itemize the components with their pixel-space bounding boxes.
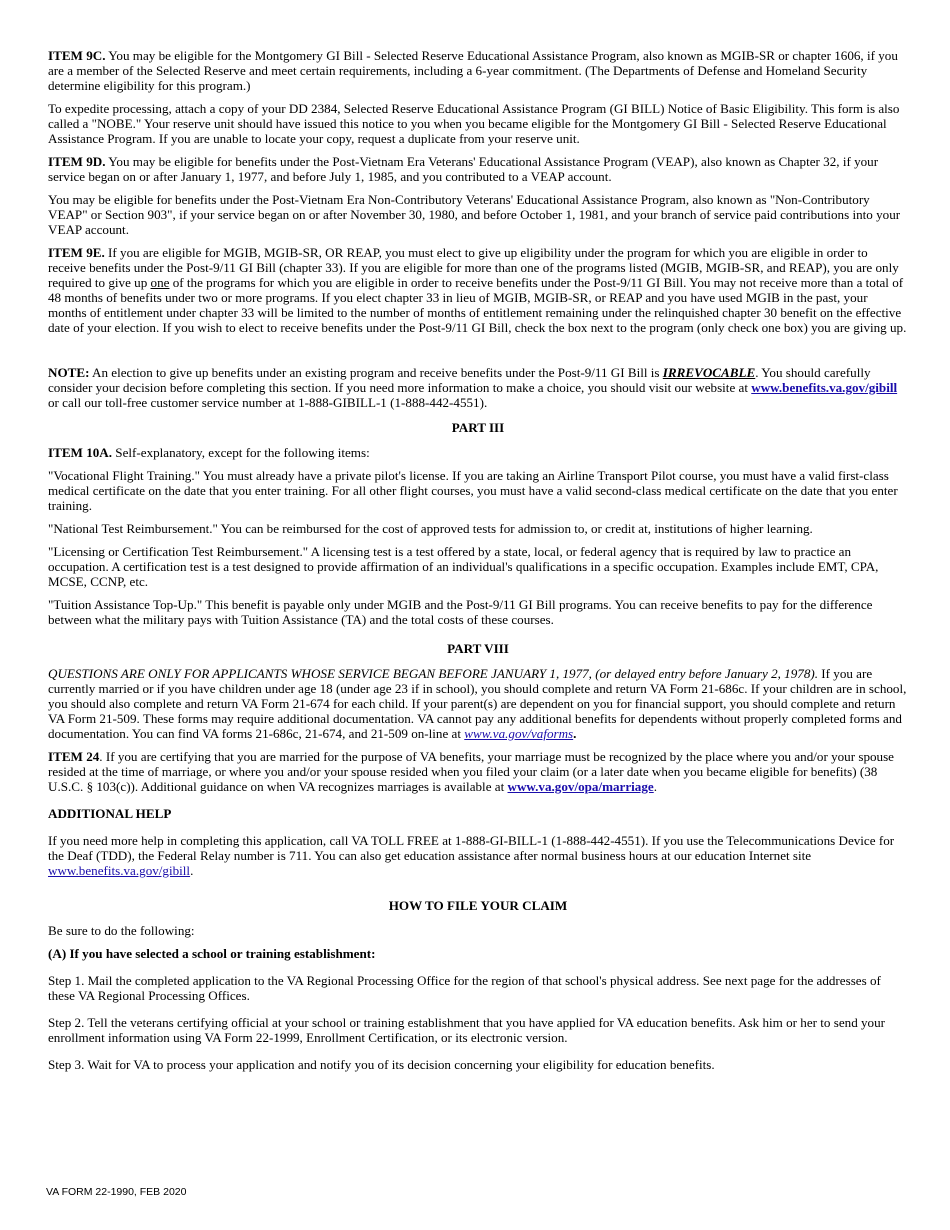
help-gibill-link[interactable]: www.benefits.va.gov/gibill <box>48 863 191 878</box>
document-page <box>48 48 908 1080</box>
item-9e-label: ITEM 9E. <box>48 245 105 260</box>
gibill-website-link[interactable]: www.benefits.va.gov/gibill <box>751 380 898 395</box>
tuition-topup-paragraph: "Tuition Assistance Top-Up." This benefit is payable only under MGIB and the Post-9/11 GI Bill programs. You can receive benefits to pay for the difference between what the military pays with Tuition Assistance (TA) and the total costs of these courses. <box>48 597 873 627</box>
note-label: NOTE: <box>48 365 90 380</box>
part-viii-italic-lead: QUESTIONS ARE ONLY FOR APPLICANTS WHOSE SERVICE BEGAN BEFORE JANUARY 1, 1977, (or delayed entry before January 2, 1978). <box>48 666 818 681</box>
licensing-test-paragraph: "Licensing or Certification Test Reimbursement." A licensing test is a test offered by a state, local, or federal agency that is required by law to practice an occupation. A certification test is a test designed to provide affirmation of an individual's qualifications in a specific occupation. Examples include EMT, CPA, MCSE, CCNP, etc. <box>48 544 879 589</box>
item-24-label: ITEM 24 <box>48 749 100 764</box>
step-2-paragraph: Step 2. Tell the veterans certifying official at your school or training establishment that you have applied for VA education benefits. Ask him or her to send your enrollment information using VA Form 22-1999, Enrollment Certification, or its electronic version. <box>48 1015 886 1045</box>
note-paragraph: NOTE: An election to give up benefits under an existing program and receive benefits under the Post-9/11 GI Bill is IRREVOCABLE. You should carefully consider your decision before completing this section. If you need more information to make a choice, you should visit our website at www.benefits.va.gov/gibill or call our toll-free customer service number at 1-888-GIBILL-1 (1-888-442-4551). <box>48 365 898 410</box>
marriage-guidance-link[interactable]: www.va.gov/opa/marriage <box>507 779 654 794</box>
item-9e-paragraph: ITEM 9E. If you are eligible for MGIB, MGIB-SR, OR REAP, you must elect to give up eligibility under the program for which you are eligible in order to receive benefits under the Post-9/11 GI Bill (chapter 33). If you are eligible for more than one of the programs listed (MGIB, MGIB-SR, and REAP), you are only required to give up one of the programs for which you are eligible in order to receive benefits under the Post-9/11 GI Bill. You may not receive more than a total of 48 months of benefits under two or more programs. If you elect chapter 33 in lieu of MGIB, MGIB-SR, or REAP and you have used MGIB in the past, your months of entitlement under chapter 33 will be limited to the number of months of entitlement remaining under the relinquished chapter 30 benefit on the effective date of your election. If you wish to elect to receive benefits under the Post-9/11 GI Bill, check the box next to the program (only check one box) you are giving up. <box>48 245 907 335</box>
item-9d-noncontributory-paragraph: You may be eligible for benefits under the Post-Vietnam Era Non-Contributory Veterans' Educational Assistance Program, also known as "Non-Contributory VEAP" or Section 903", if your service began on or after November 30, 1980, and before October 1, 1981, and your branch of service paid contributions into your VEAP account. <box>48 192 901 237</box>
how-to-file-intro: Be sure to do the following: <box>48 923 195 938</box>
form-footer-id: VA FORM 22-1990, FEB 2020 <box>46 1186 187 1198</box>
how-to-file-heading: HOW TO FILE YOUR CLAIM <box>388 898 568 913</box>
part-viii-paragraph: QUESTIONS ARE ONLY FOR APPLICANTS WHOSE SERVICE BEGAN BEFORE JANUARY 1, 1977, (or delayed entry before January 2, 1978). If you are currently married or if you have children under age 18 (under age 23 if in school), you should complete and return VA Form 21-686c. If your children are in school, you should also complete and return VA Form 21-674 for each child. If your parent(s) are dependent on you for financial support, you should complete and return VA Form 21-509. These forms may require additional documentation. VA cannot pay any additional benefits for dependents without properly completed forms and documentation. You can find VA forms 21-686c, 21-674, and 21-509 on-line at www.va.gov/vaforms. <box>48 666 907 741</box>
part-iii-heading: PART III <box>451 420 505 435</box>
item-9c-nobe-paragraph: To expedite processing, attach a copy of your DD 2384, Selected Reserve Educational Assistance Program (GI BILL) Notice of Basic Eligibility. This form is also called a "NOBE." Your reserve unit should have issued this notice to you when you became eligible for the Montgomery GI Bill - Selected Reserve Educational Assistance Program. If you are unable to locate your copy, request a duplicate from your reserve unit. <box>48 101 900 146</box>
item-9d-paragraph: ITEM 9D. You may be eligible for benefits under the Post-Vietnam Era Veterans' Educational Assistance Program (VEAP), also known as Chapter 32, if your service began on or after January 1, 1977, and before July 1, 1985, and you contributed to a VEAP account. <box>48 154 879 184</box>
item-10a-paragraph: ITEM 10A. Self-explanatory, except for the following items: <box>48 445 370 460</box>
step-3-paragraph: Step 3. Wait for VA to process your application and notify you of its decision concerning your eligibility for education benefits. <box>48 1057 715 1072</box>
step-1-paragraph: Step 1. Mail the completed application to the VA Regional Processing Office for the region of that school's physical address. See next page for the addresses of these VA Regional Processing Offices. <box>48 973 881 1003</box>
item-9c-label: ITEM 9C. <box>48 48 106 63</box>
item-9d-label: ITEM 9D. <box>48 154 106 169</box>
school-selected-subheading: (A) If you have selected a school or training establishment: <box>48 946 376 961</box>
irrevocable-emphasis: IRREVOCABLE <box>662 365 756 380</box>
additional-help-paragraph: If you need more help in completing this application, call VA TOLL FREE at 1-888-GI-BILL-1 (1-888-442-4551). If you use the Telecommunications Device for the Deaf (TDD), the Federal Relay number is 711. You can also get education assistance after normal business hours at our education Internet site www.benefits.va.gov/gibill. <box>48 833 895 878</box>
vaforms-link[interactable]: www.va.gov/vaforms <box>464 726 574 741</box>
national-test-paragraph: "National Test Reimbursement." You can be reimbursed for the cost of approved tests for admission to, or credit at, institutions of higher learning. <box>48 521 813 536</box>
additional-help-heading: ADDITIONAL HELP <box>48 806 172 821</box>
item-9c-paragraph: ITEM 9C. You may be eligible for the Montgomery GI Bill - Selected Reserve Educational Assistance Program, also known as MGIB-SR or chapter 1606, if you are a member of the Selected Reserve and meet certain requirements, including a 6-year commitment. (The Departments of Defense and Homeland Security determine eligibility for this program.) <box>48 48 898 93</box>
item-24-paragraph: ITEM 24. If you are certifying that you are married for the purpose of VA benefits, your marriage must be recognized by the place where you and/or your spouse resided at the time of marriage, or where you and/or your spouse resided when you filed your claim (or a later date when you became eligible for benefits) (38 U.S.C. § 103(c)). Additional guidance on when VA recognizes marriages is available at www.va.gov/opa/marriage. <box>48 749 894 794</box>
part-viii-heading: PART VIII <box>447 641 509 656</box>
item-10a-label: ITEM 10A. <box>48 445 113 460</box>
flight-training-paragraph: "Vocational Flight Training." You must already have a private pilot's license. If you are taking an Airline Transport Pilot course, you must have a valid first-class medical certificate on the date that you enter training. For all other flight courses, you must have a valid second-class medical certificate on the date that you enter training. <box>48 468 898 513</box>
